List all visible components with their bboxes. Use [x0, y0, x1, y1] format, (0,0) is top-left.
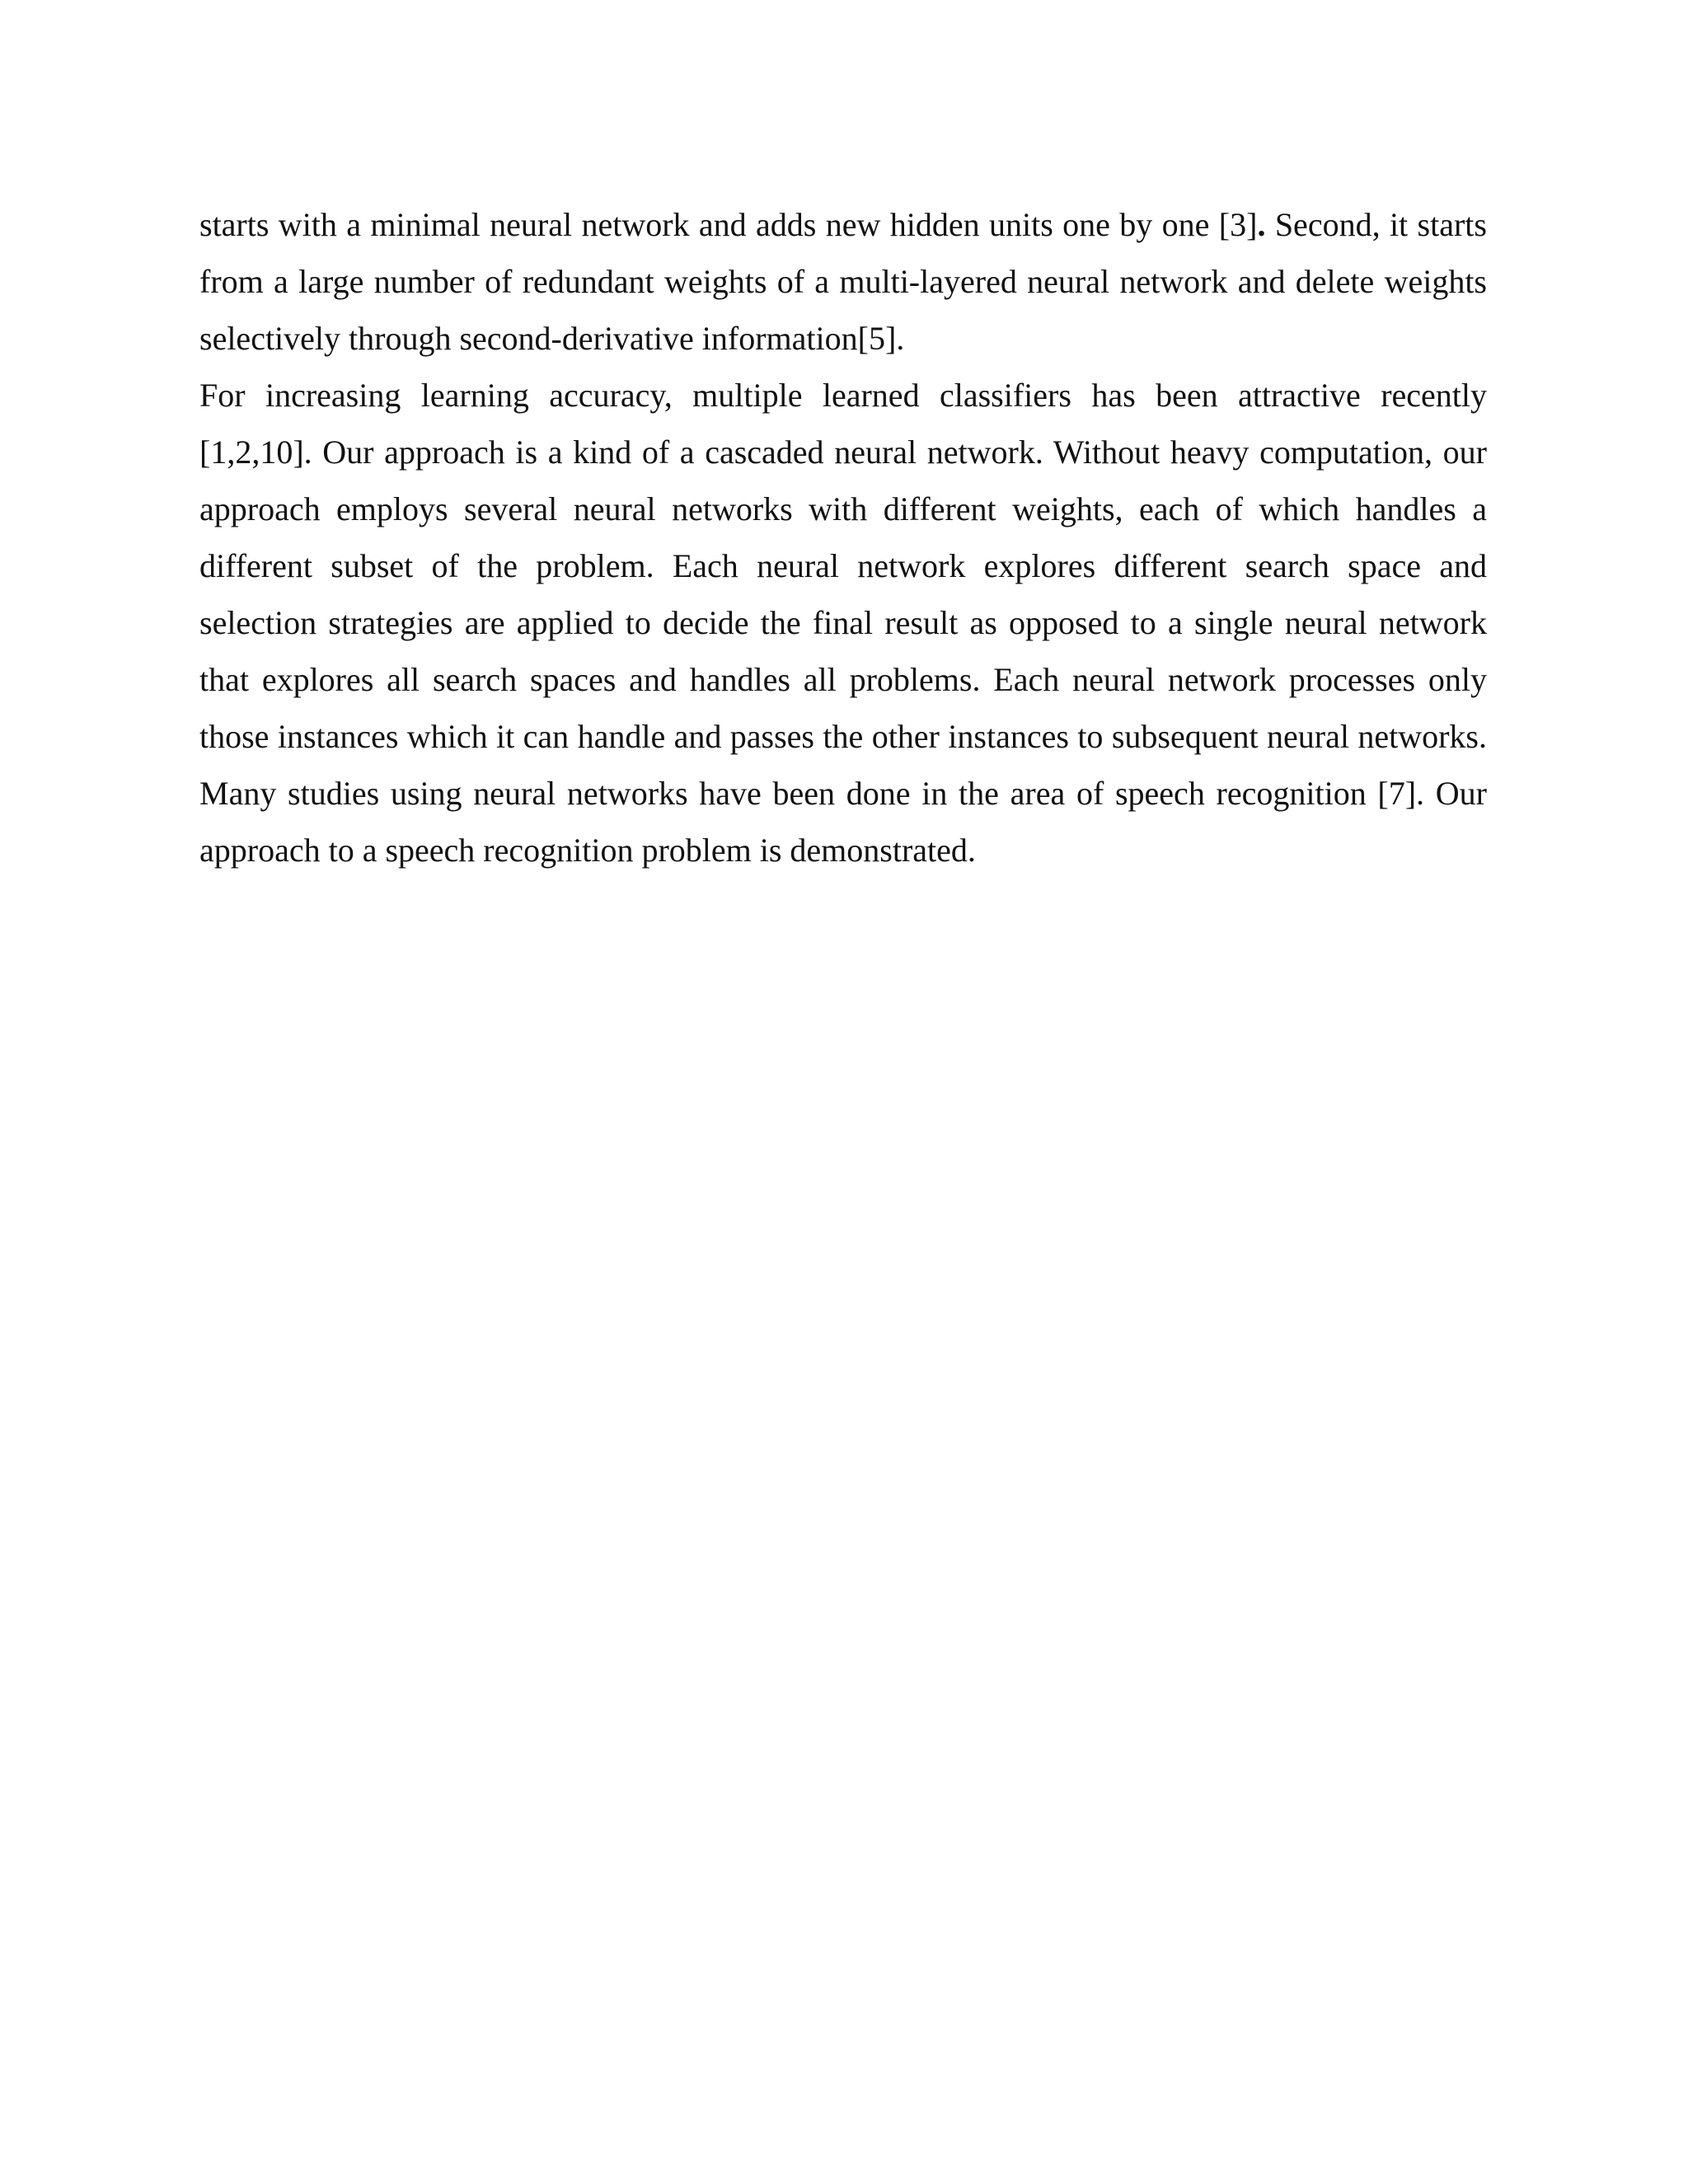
paragraph-1-text-b: Second, it starts from a large number of redundant weights of a multi-layered neural network and delete weights selectively through second-derivative information[5].	[199, 206, 1487, 357]
paragraph-2: For increasing learning accuracy, multiple learned classifiers has been attractive recently [1,2,10]. Our approach is a kind of a cascaded neural network. Without heavy computation, our approach employs several neural networks with different weights, each of which handles a different subset of the problem. Each neural network explores different search space and selection strategies are applied to decide the final result as opposed to a single neural network that explores all search spaces and handles all problems. Each neural network processes only those instances which it can handle and passes the other instances to subsequent neural networks. Many studies using neural networks have been done in the area of speech recognition [7]. Our approach to a speech recognition problem is demonstrated.	[199, 377, 1487, 869]
paragraph-1-text-a: starts with a minimal neural network and adds new hidden units one by one [3]	[199, 206, 1258, 243]
body-text	[199, 196, 1487, 879]
paragraph-1-bold-period: .	[1257, 206, 1266, 243]
paragraph-1	[199, 196, 1487, 367]
